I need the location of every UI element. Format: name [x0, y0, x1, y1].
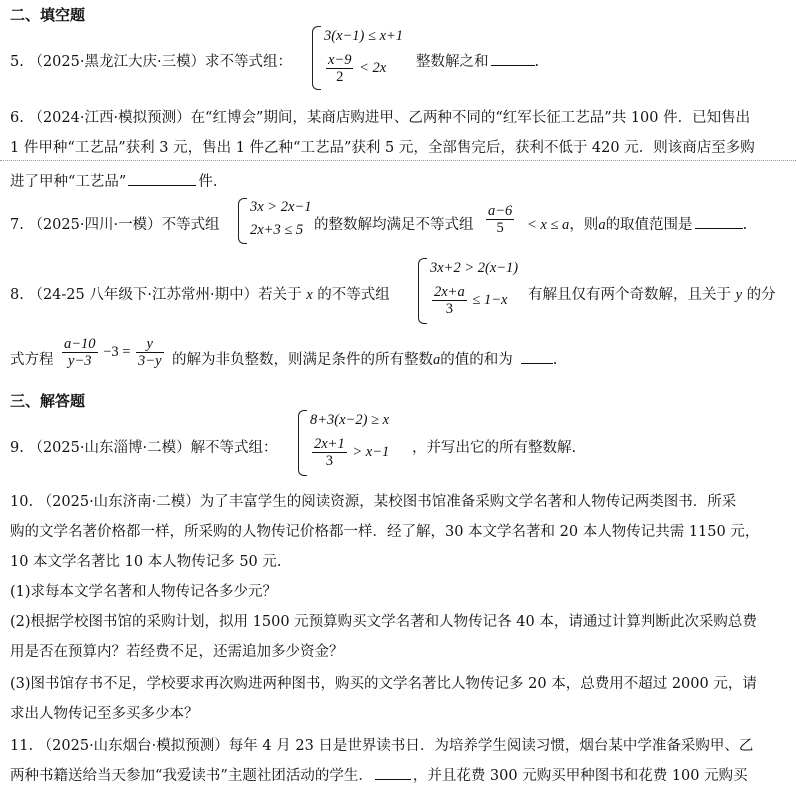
q11-line2b: ，并且花费 300 元购买甲种图书和花费 100 元购买 [412, 768, 748, 784]
q10-sub2b: 用是否在预算内？若经费不足，还需追加多少资金？ [10, 644, 344, 660]
q7-frac-den: 5 [496, 220, 504, 236]
q8-eq-f2-den: 3−y [138, 353, 162, 369]
section-title-answer: 三、解答题 [10, 392, 86, 410]
q8-var-y: y [735, 287, 743, 303]
q8-answer-blank[interactable] [521, 349, 553, 364]
q9-ineq2-rest: > x−1 [352, 443, 390, 460]
q5-frac-num: x−9 [328, 52, 352, 68]
q7-answer-blank[interactable] [695, 214, 743, 229]
q8-eq-f2-num: y [136, 336, 163, 353]
q5-answer-blank[interactable] [491, 51, 535, 66]
q5-inequality-system [312, 26, 408, 90]
brace-icon [418, 258, 427, 324]
q9-frac-den: 3 [325, 453, 333, 469]
q7-suffix: 的取值范围是 [605, 217, 693, 233]
q5-ineq2-rest: < 2x [359, 59, 387, 76]
q10-sub2a: (2)根据学校图书馆的采购计划，拟用 1500 元预算购买文学名著和人物传记各 40 本，请通过计算判断此次采购总费 [10, 614, 757, 630]
q11-line2a: 两种书籍送给当天参加“我爱读书”主题社团活动的学生． [10, 768, 373, 784]
q8-eq-mid: −3 = [103, 344, 131, 360]
q5-suffix: 整数解之和 [416, 54, 489, 70]
q11-answer-blank[interactable] [375, 765, 411, 780]
page-divider [0, 160, 796, 161]
q10-sub3a: (3)图书馆存书不足，学校要求再次购进两种图书，购买的文学名著比人物传记多 20 本，总费用不超过 2000 元，请 [10, 676, 757, 692]
q8-prefix: 8. （24-25 八年级下·江苏常州·期中）若关于 [10, 287, 302, 303]
q7-ineq2: 2x+3 ≤ 5 [250, 222, 304, 238]
q5-ineq1: 3(x−1) ≤ x+1 [324, 28, 404, 44]
q7-var-a: a [598, 217, 606, 233]
q8-mid: 的不等式组 [317, 287, 390, 303]
q6-line1: 6. （2024·江西·模拟预测）在“红博会”期间，某商店购进甲、乙两种不同的“红军长征工艺品”共 100 件．已知售出 [10, 110, 751, 126]
q10-sub3b: 求出人物传记至多买多少本？ [10, 706, 199, 722]
q8-frac-num: 2x+a [434, 284, 465, 300]
q10-line1: 10. （2025·山东济南·二模）为了丰富学生的阅读资源，某校图书馆准备采购文学名著和人物传记两类图书．所采 [10, 494, 737, 510]
q7-inequality-system [238, 198, 318, 244]
q7-ineq1: 3x > 2x−1 [250, 199, 312, 215]
q8-var-a: a [433, 352, 441, 368]
q11-line1: 11. （2025·山东烟台·模拟预测）每年 4 月 23 日是世界读书日．为培养学生阅读习惯，烟台某中学准备采购甲、乙 [10, 738, 754, 754]
brace-icon [238, 198, 247, 244]
brace-icon [312, 26, 321, 90]
q10-line2: 购的文学名著价格都一样，所采购的人物传记价格都一样．经了解，30 本文学名著和 20 本人物传记共需 1150 元， [10, 524, 760, 540]
brace-icon [298, 410, 307, 476]
q10-sub1: (1)求每本文学名著和人物传记各多少元？ [10, 584, 278, 600]
q6-line3a: 进了甲种“工艺品” [10, 174, 127, 190]
q8-suffix2: 的分 [746, 287, 776, 303]
q7-frac-num: a−6 [488, 203, 513, 219]
q8-suffix1: 有解且仅有两个奇数解，且关于 [528, 287, 731, 303]
q9-prefix: 9. （2025·山东淄博·二模）解不等式组： [10, 440, 278, 456]
q8-frac-den: 3 [445, 301, 453, 317]
q8-line2-prefix: 式方程 [10, 352, 54, 368]
q7-then: ，则 [569, 217, 599, 233]
q6-line3b: 件. [198, 174, 218, 190]
q6-answer-blank[interactable] [128, 171, 196, 186]
q7-middle: 的整数解均满足不等式组 [314, 217, 474, 233]
q9-suffix: ，并写出它的所有整数解. [412, 440, 577, 456]
q5-frac-den: 2 [336, 69, 344, 85]
q9-frac-num: 2x+1 [314, 436, 345, 452]
q10-line3: 10 本文学名著比 10 本人物传记多 50 元. [10, 554, 282, 570]
q8-line2-mid: 的解为非负整数，则满足条件的所有整数 [172, 352, 433, 368]
q8-line2-suffix: 的值的和为 [440, 352, 513, 368]
q7-prefix: 7. （2025·四川·一模）不等式组 [10, 217, 220, 233]
q8-inequality-system [418, 258, 528, 324]
q9-inequality-system [298, 410, 408, 476]
q7-rest: < x ≤ a [527, 217, 570, 233]
section-title-fill-blank: 二、填空题 [10, 6, 86, 24]
q6-line2: 1 件甲种“工艺品”获利 3 元，售出 1 件乙种“工艺品”获利 5 元，全部售完后，获利不低于 420 元．则该商店至多购 [10, 140, 755, 156]
q5-prefix: 5. （2025·黑龙江大庆·三模）求不等式组： [10, 54, 293, 70]
q8-var-x: x [306, 287, 313, 303]
q8-ineq2-rest: ≤ 1−x [472, 291, 508, 308]
q9-ineq1: 8+3(x−2) ≥ x [310, 412, 390, 428]
q8-ineq1: 3x+2 > 2(x−1) [430, 260, 519, 276]
q8-eq-f1-den: y−3 [68, 353, 92, 369]
q8-eq-f1-num: a−10 [64, 336, 96, 352]
